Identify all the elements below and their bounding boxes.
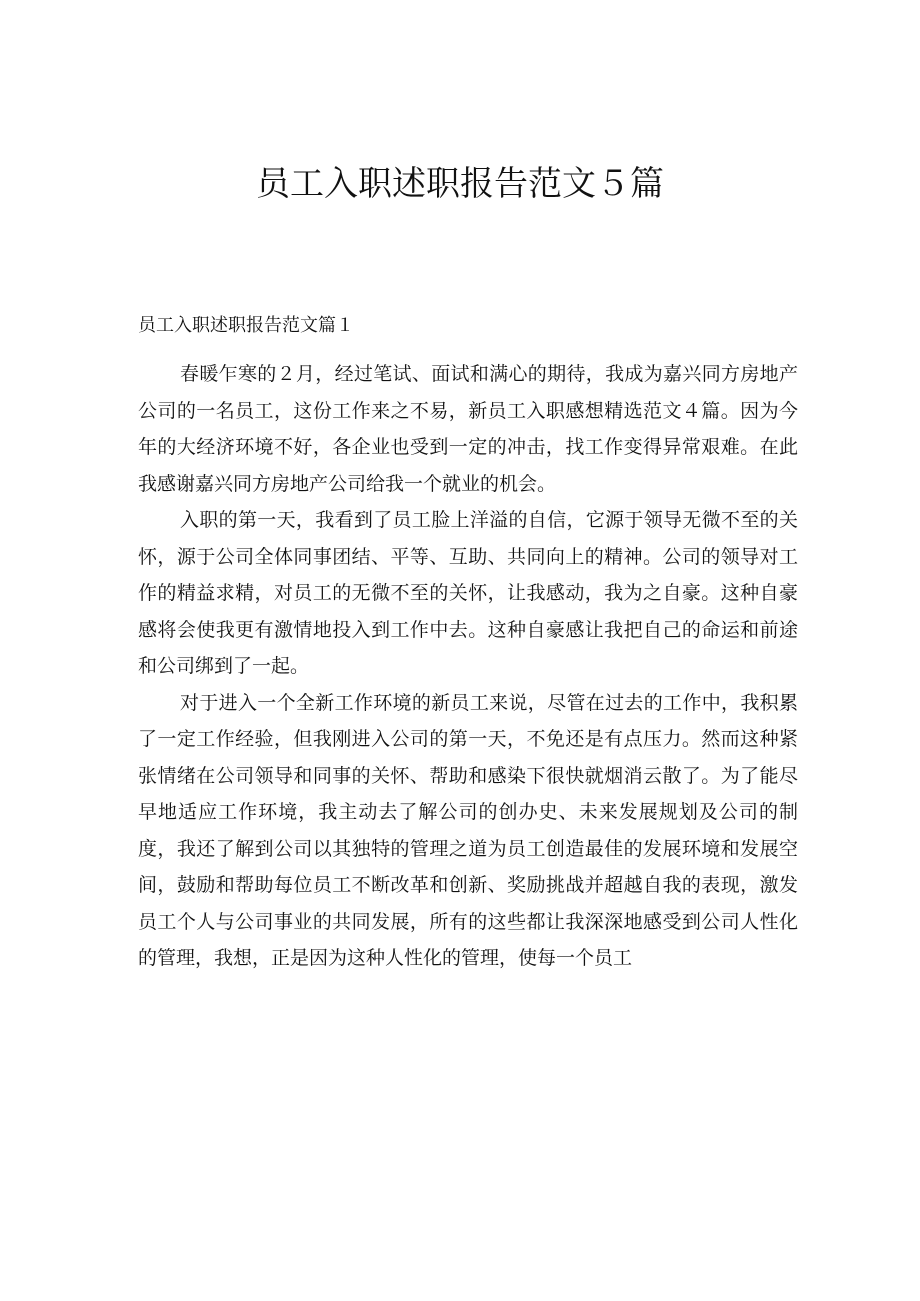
paragraph-2: 入职的第一天，我看到了员工脸上洋溢的自信，它源于领导无微不至的关怀，源于公司全体同事团结、平等、互助、共同向上的精神。公司的领导对工作的精益求精，对员工的无微不至的关怀，让我感动，我为之自豪。这种自豪感将会使我更有激情地投入到工作中去。这种自豪感让我把自己的命运和前途和公司绑到了一起。 (138, 509, 798, 677)
document-title: 员工入职述职报告范文５篇 (256, 164, 664, 204)
paragraph-1: 春暖乍寒的２月，经过笔试、面试和满心的期待，我成为嘉兴同方房地产公司的一名员工，这份工作来之不易，新员工入职感想精选范文４篇。因为今年的大经济环境不好，各企业也受到一定的冲击，找工作变得异常艰难。在此我感谢嘉兴同方房地产公司给我一个就业的机会。 (138, 363, 798, 495)
section-heading: 员工入职述职报告范文篇１ (138, 315, 354, 336)
document-body (138, 356, 798, 977)
paragraph-3: 对于进入一个全新工作环境的新员工来说，尽管在过去的工作中，我积累了一定工作经验，但我刚进入公司的第一天，不免还是有点压力。然而这种紧张情绪在公司领导和同事的关怀、帮助和感染下很快就烟消云散了。为了能尽早地适应工作环境，我主动去了解公司的创办史、未来发展规划及公司的制度，我还了解到公司以其独特的管理之道为员工创造最佳的发展环境和发展空间，鼓励和帮助每位员工不断改革和创新、奖励挑战并超越自我的表现，激发员工个人与公司事业的共同发展，所有的这些都让我深深地感受到公司人性化的管理，我想，正是因为这种人性化的管理，使每一个员工 (138, 691, 798, 969)
